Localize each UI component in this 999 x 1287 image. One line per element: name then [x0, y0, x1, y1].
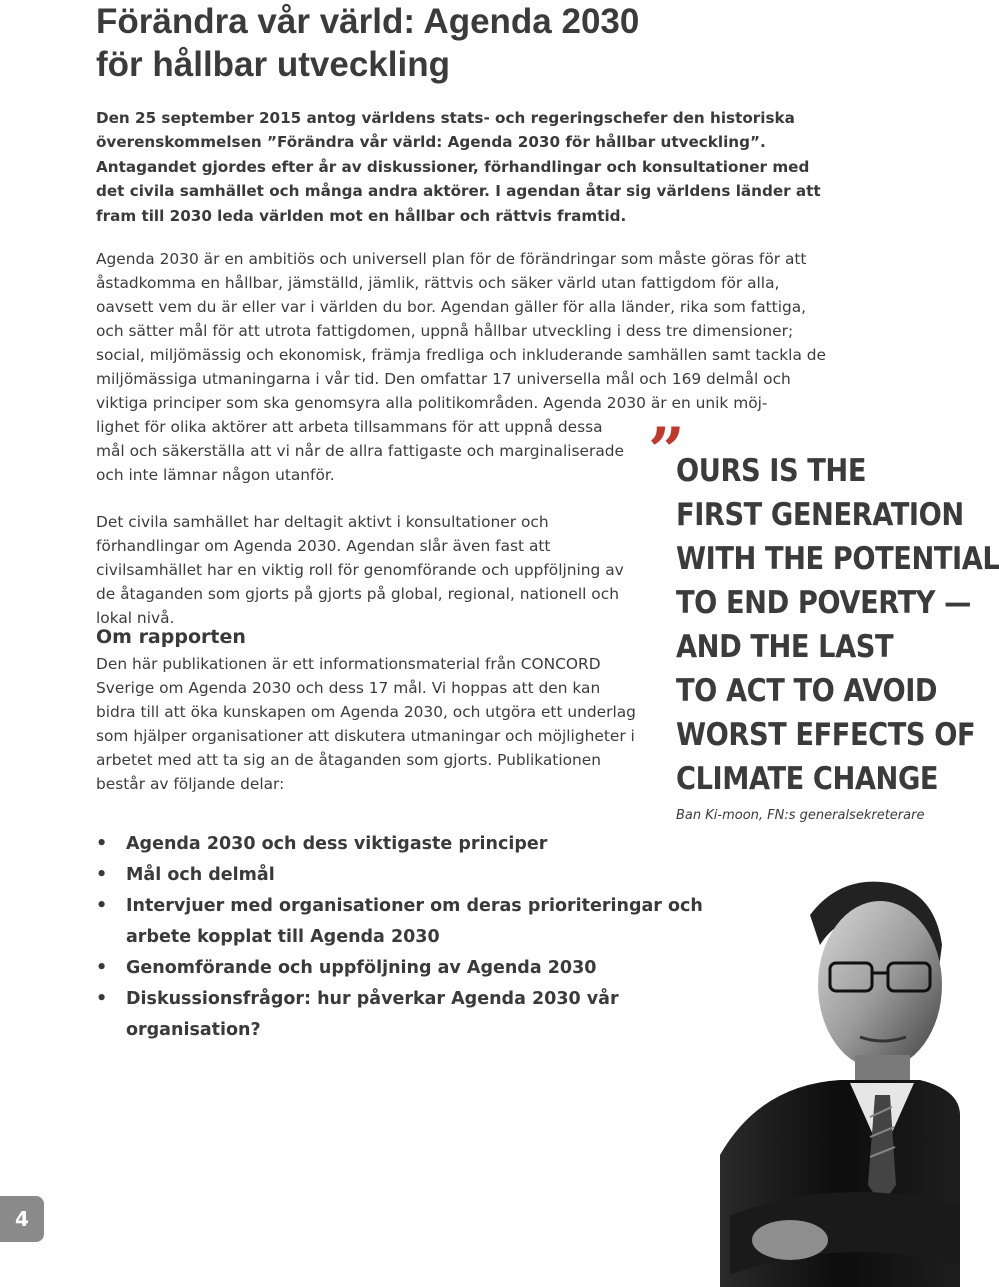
quote-line: WITH THE POTENTIAL [676, 541, 999, 577]
list-item: • Genomförande och uppföljning av Agenda 2030 [96, 953, 756, 984]
page-number-badge: 4 [0, 1196, 44, 1242]
quote-line: AND THE LAST [676, 629, 894, 665]
list-item: • Agenda 2030 och dess viktigaste principer [96, 829, 756, 860]
body-paragraph-4: Den här publikationen är ett informationsmaterial från CONCORD Sverige om Agenda 2030 och dess 17 mål. Vi hoppas att den kan bidra till att öka kunskapen om Agenda 2030, och utgöra ett underlag som hjälper organisationer att diskutera utmaningar och möjligheter i arbetet med att ta sig an de åtaganden som gjorts. Publikationen består av följande delar: [96, 655, 636, 793]
bullet-icon: • [96, 834, 108, 854]
list-item: • Diskussionsfrågor: hur påverkar Agenda 2030 vår organisation? [96, 984, 756, 1046]
quote-line: TO ACT TO AVOID [676, 673, 938, 709]
bullet-icon: • [96, 958, 108, 978]
bullet-icon: • [96, 989, 108, 1009]
bullet-icon: • [96, 896, 108, 916]
bullet-icon: • [96, 865, 108, 885]
title-line-1: Förändra vår värld: Agenda 2030 [96, 2, 640, 41]
body-paragraph-2: lighet för olika aktörer att arbeta tillsammans för att uppnå dessa mål och säkerställa att vi når de allra fattigaste och marginaliserade och inte lämnar någon utanför. [96, 418, 625, 484]
portrait-photo [720, 855, 960, 1287]
section-heading: Om rapporten [96, 626, 246, 648]
quote-line: WORST EFFECTS OF [676, 717, 976, 753]
page-title [96, 0, 896, 86]
body-paragraph-1: Agenda 2030 är en ambitiös och universell plan för de förändringar som måste göras för att åstadkomma en hållbar, jämställd, jämlik, rättvis och säker värld utan fattigdom för alla, oavsett vem du är eller var i världen du bor. Agendan gäller för alla länder, rika som fattiga, och sätter mål för att utrota fattigdomen, uppnå hållbar utveckling i dess tre dimensioner; social, miljömässig och ekonomisk, främja fredliga och inkluderande samhällen samt tackla de miljömässiga utmaningarna i vår tid. Den omfattar 17 universella mål och 169 delmål och viktiga principer som ska genomsyra alla politikområden. Agenda 2030 är en unik möj- [96, 250, 827, 412]
list-item: • Mål och delmål [96, 860, 756, 891]
quote-line: CLIMATE CHANGE [676, 761, 939, 797]
title-line-2: för hållbar utveckling [96, 45, 450, 84]
contents-list [96, 829, 756, 1046]
body-paragraph-3: Det civila samhället har deltagit aktivt i konsultationer och förhandlingar om Agenda 2030. Agendan slår även fast att civilsamhället har en viktig roll för genomförande och uppföljning av de åtaganden som gjorts på gjorts på global, regional, nationell och lokal nivå. [96, 513, 624, 627]
list-item: • Intervjuer med organisationer om deras prioriteringar och arbete kopplat till Agenda 2030 [96, 891, 756, 953]
quote-attribution: Ban Ki-moon, FN:s generalsekreterare [676, 808, 925, 823]
pull-quote [676, 449, 999, 801]
quote-line: TO END POVERTY — [676, 585, 971, 621]
quote-line: OURS IS THE [676, 453, 867, 489]
quote-line: FIRST GENERATION [676, 497, 964, 533]
lead-paragraph: Den 25 september 2015 antog världens stats- och regeringschefer den historiska överenskommelsen ”Förändra vår värld: Agenda 2030 för hållbar utveckling”. Antagandet gjordes efter år av diskussioner, förhandlingar och konsultationer med det civila samhället och många andra aktörer. I agendan åtar sig världens länder att fram till 2030 leda världen mot en hållbar och rättvis framtid. [96, 109, 821, 225]
quote-mark-icon: ” [648, 414, 679, 489]
